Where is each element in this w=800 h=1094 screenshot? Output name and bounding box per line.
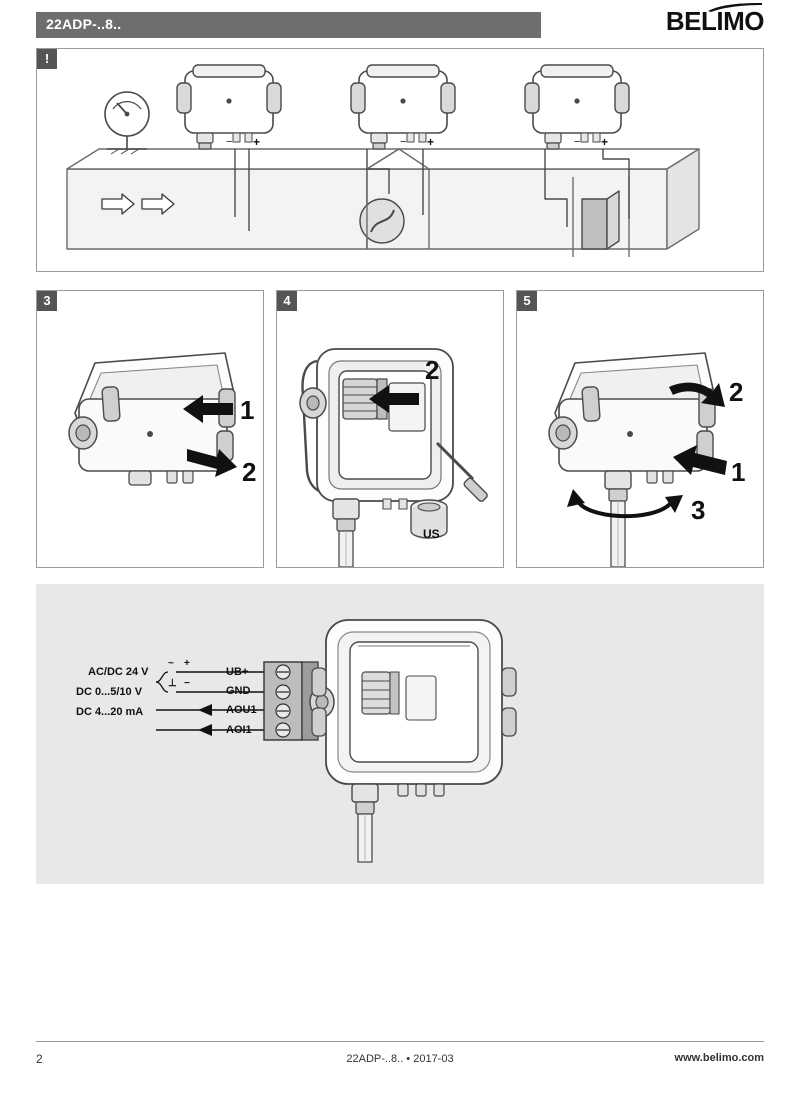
svg-text:+: + — [253, 135, 261, 149]
svg-text:+: + — [601, 135, 609, 149]
step-5-figure — [517, 291, 763, 567]
panel-step-4 — [276, 290, 504, 568]
document-title: 22ADP-..8.. — [46, 16, 122, 32]
page-number: 2 — [36, 1052, 43, 1066]
terminal-aou1: AOU1 — [226, 704, 257, 716]
panel-wiring-diagram — [36, 584, 764, 884]
callout-label-1: 1 — [731, 457, 746, 487]
terminal-aoi1: AOI1 — [226, 724, 252, 736]
step-4-figure — [277, 291, 503, 567]
callout-label-2: 2 — [729, 377, 744, 407]
svg-text:+: + — [427, 135, 435, 149]
belimo-logo — [666, 8, 764, 34]
terminal-gnd: GND — [226, 685, 251, 697]
panel-duct-installation — [36, 48, 764, 272]
svg-text:−: − — [226, 136, 233, 148]
page-header — [36, 6, 764, 42]
footer-website: www.belimo.com — [674, 1052, 764, 1064]
wiring-label-current: DC 4...20 mA — [76, 706, 144, 718]
terminal-ub-plus: UB+ — [226, 666, 249, 678]
badge-step-4: 4 — [277, 291, 297, 311]
wiring-label-voltage: DC 0...5/10 V — [76, 686, 143, 698]
callout-label-2: 2 — [242, 457, 257, 487]
pressure-gauge-icon — [105, 92, 149, 154]
panel-step-5 — [516, 290, 764, 568]
badge-warning: ! — [37, 49, 57, 69]
svg-text:−: − — [574, 136, 581, 148]
wiring-figure — [36, 584, 764, 884]
panel-step-3 — [36, 290, 264, 568]
belimo-swoosh-icon — [708, 3, 762, 12]
callout-label-2: 2 — [425, 355, 440, 385]
polarity-plus: + — [184, 658, 190, 669]
callout-label-3: 3 — [691, 495, 706, 525]
wiring-label-supply: AC/DC 24 V — [88, 666, 149, 678]
polarity-ground: ⊥ — [168, 678, 177, 689]
duct-installation-figure — [37, 49, 763, 271]
step-3-figure — [37, 291, 263, 567]
belimo-wordmark: BELIMO — [665, 6, 764, 36]
footer-divider — [36, 1041, 764, 1042]
svg-text:−: − — [400, 136, 407, 148]
us-label: US — [423, 527, 440, 541]
badge-step-3: 3 — [37, 291, 57, 311]
footer-doc-ref: 22ADP-..8.. • 2017-03 — [346, 1053, 454, 1065]
polarity-ac: ~ — [168, 658, 174, 669]
badge-step-5: 5 — [517, 291, 537, 311]
callout-label-1: 1 — [240, 395, 255, 425]
polarity-minus: − — [184, 678, 190, 689]
